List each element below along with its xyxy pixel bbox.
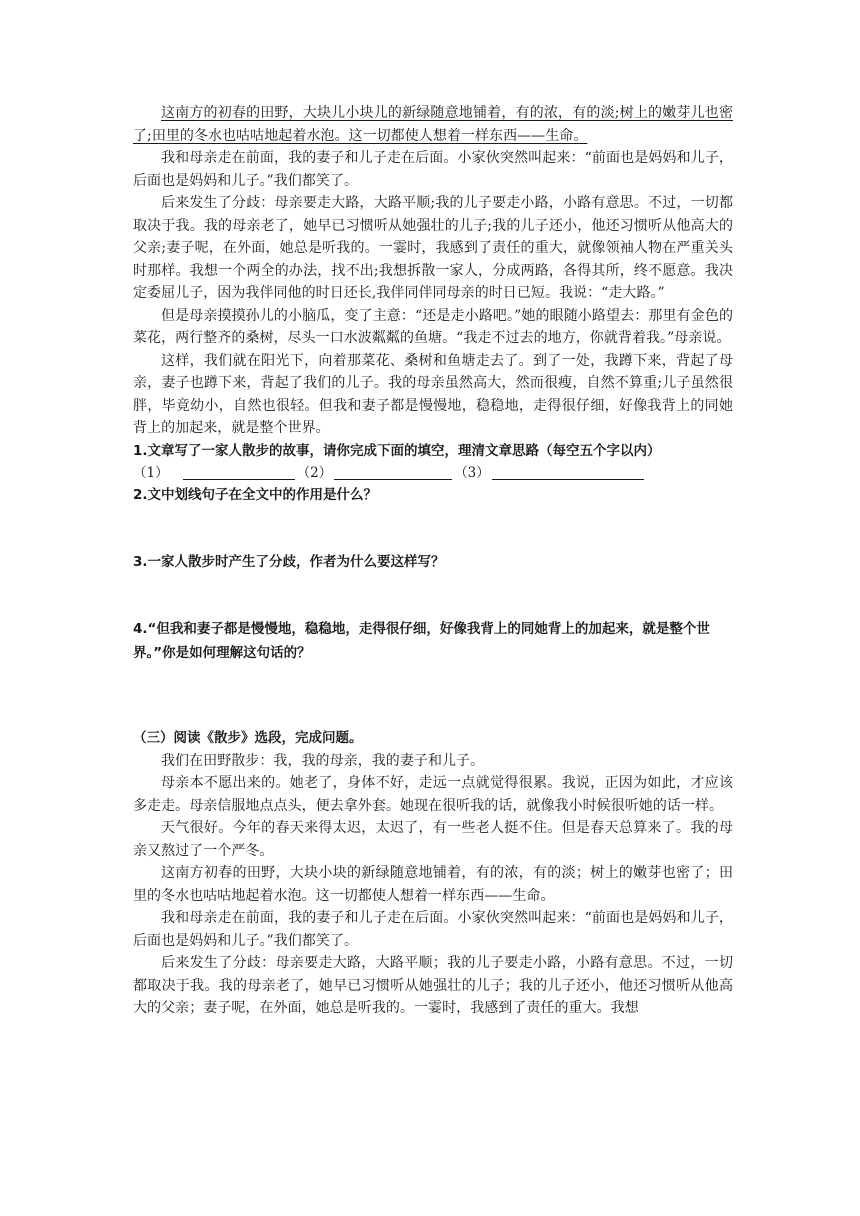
passage-paragraph: 天气很好。今年的春天来得太迟，太迟了，有一些老人挺不住。但是春天总算来了。我的母亲又熬过了一个严冬。 <box>133 820 733 859</box>
question-4: 4.“但我和妻子都是慢慢地，稳稳地，走得很仔细，好像我背上的同她背上的加起来，就是整个世界。”你是如何理解这句话的？ <box>133 621 710 661</box>
passage-paragraph: 这南方初春的田野，大块小块的新绿随意地铺着，有的浓，有的淡；树上的嫩芽也密了；田里的冬水也咕咕地起着水泡。这一切都使人想着一样东西——生命。 <box>133 865 733 904</box>
fill-blank-row <box>133 462 733 484</box>
passage-paragraph-underlined <box>133 102 733 147</box>
passage-paragraph: 但是母亲摸摸孙儿的小脑瓜，变了主意：“还是走小路吧。”她的眼随小路望去：那里有金色的菜花，两行整齐的桑树，尽头一口水波粼粼的鱼塘。“我走不过去的地方，你就背着我。”母亲说。 <box>133 307 733 346</box>
answer-space <box>133 507 733 551</box>
answer-space <box>133 573 733 617</box>
passage-paragraph: 后来发生了分歧：母亲要走大路，大路平顺；我的儿子要走小路，小路有意思。不过，一切都取决于我。我的母亲老了，她早已习惯听从她强壮的儿子；我的儿子还小，他还习惯听从他高大的父亲；妻子呢，在外面，她总是听我的。一霎时，我感到了责任的重大。我想 <box>133 955 733 1016</box>
blank-label-2: （2） <box>296 465 333 481</box>
question-2: 2.文中划线句子在全文中的作用是什么？ <box>133 487 378 503</box>
section-title: （三）阅读《散步》选段，完成问题。 <box>133 730 363 746</box>
passage-paragraph: 母亲本不愿出来的。她老了，身体不好，走远一点就觉得很累。我说，正因为如此，才应该多走走。母亲信服地点点头，便去拿外套。她现在很听我的话，就像我小时候很听她的话一样。 <box>133 775 733 814</box>
blank-line-2[interactable] <box>334 465 452 480</box>
passage-paragraph: 我和母亲走在前面，我的妻子和儿子走在后面。小家伙突然叫起来：“前面也是妈妈和儿子，后面也是妈妈和儿子。”我们都笑了。 <box>133 910 733 949</box>
passage-paragraph: 我和母亲走在前面，我的妻子和儿子走在后面。小家伙突然叫起来：“前面也是妈妈和儿子，后面也是妈妈和儿子。”我们都笑了。 <box>133 150 733 189</box>
blank-label-1: （1） <box>133 465 169 481</box>
passage-paragraph: 这样，我们就在阳光下，向着那菜花、桑树和鱼塘走去了。到了一处，我蹲下来，背起了母亲，妻子也蹲下来，背起了我们的儿子。我的母亲虽然高大，然而很瘦，自然不算重;儿子虽然很胖，毕竟幼小，自然也很轻。但我和妻子都是慢慢地，稳稳地，走得很仔细，好像我背上的同她背上的加起来，就是整个世界。 <box>133 352 733 436</box>
underlined-sentence: 这南方的初春的田野，大块儿小块儿的新绿随意地铺着，有的浓，有的淡;树上的嫩芽儿也密了;田里的冬水也咕咕地起着水泡。这一切都使人想着一样东西——生命。 <box>133 105 733 144</box>
blank-line-3[interactable] <box>492 465 644 480</box>
document-page <box>133 102 733 1020</box>
blank-label-3: （3） <box>454 465 490 481</box>
answer-space <box>133 665 733 727</box>
question-3: 3.一家人散步时产生了分歧，作者为什么要这样写？ <box>133 553 445 570</box>
passage-paragraph: 后来发生了分歧：母亲要走大路，大路平顺;我的儿子要走小路，小路有意思。不过，一切都取决于我。我的母亲老了，她早已习惯听从她强壮的儿子;我的儿子还小，他还习惯听从他高大的父亲;妻子呢，在外面，她总是听我的。一霎时，我感到了责任的重大，就像领袖人物在严重关头时那样。我想一个两全的办法，找不出;我想拆散一家人，分成两路，各得其所，终不愿意。我决定委屈儿子，因为我伴同他的时日还长,我伴同伴同母亲的时日已短。我说：“走大路。” <box>133 195 733 301</box>
blank-line-1[interactable] <box>183 465 295 480</box>
passage-paragraph: 我们在田野散步：我，我的母亲，我的妻子和儿子。 <box>161 752 485 769</box>
question-1: 1.文章写了一家人散步的故事，请你完成下面的填空，理清文章思路（每空五个字以内） <box>133 442 661 459</box>
